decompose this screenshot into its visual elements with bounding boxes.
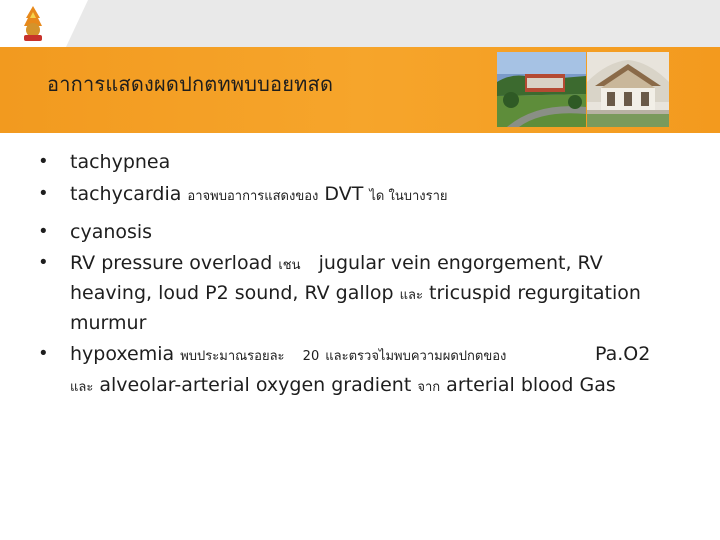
top-grey-strip	[66, 0, 720, 47]
bullet-thai-text: และ	[70, 380, 94, 395]
bullet-term: DVT	[324, 183, 364, 205]
bullet-text-cont: jugular vein engorgement, RV	[318, 252, 603, 274]
bullet-rv-pressure-line2	[70, 282, 641, 305]
bullet-text-cont: tricuspid regurgitation	[429, 282, 641, 304]
bullet-text-cont: murmur	[70, 312, 147, 334]
slide-title: อาการแสดงผดปกตทพบบอยทสด	[47, 72, 334, 96]
bullet-text-cont: heaving, loud P2 sound, RV gallop	[70, 282, 394, 304]
bullet-thai-text: อาจพบอาการแสดงของ	[187, 189, 319, 204]
bullet-dot: •	[40, 183, 47, 204]
bullet-rv-pressure-line3	[70, 312, 146, 334]
bullet-dot: •	[40, 343, 47, 364]
bullet-text: cyanosis	[70, 221, 153, 243]
bullet-text: tachycardia	[70, 183, 182, 205]
bullet-dot: •	[40, 221, 47, 242]
bullet-hypoxemia	[70, 343, 506, 366]
bullet-dot: •	[40, 252, 47, 273]
logo-area	[0, 0, 66, 47]
bullet-text-cont: alveolar-arterial oxygen gradient	[99, 374, 412, 396]
bullet-thai-text: จาก	[417, 380, 441, 395]
campus-photo-2	[587, 52, 669, 127]
bullet-thai-text: และ	[399, 288, 423, 303]
bullet-cyanosis	[70, 221, 152, 243]
bullet-hypoxemia-line2	[70, 374, 616, 397]
bullet-text: RV pressure overload	[70, 252, 273, 274]
bullet-term: Pa.O2	[595, 343, 651, 365]
bullet-thai-text: และตรวจไมพบความผดปกตของ	[325, 349, 507, 364]
campus-photo-1	[497, 52, 586, 127]
bullet-rv-pressure	[70, 252, 603, 275]
bullet-thai-text: พบประมาณรอยละ	[180, 349, 285, 364]
bullet-thai-text: ได ในบางราย	[369, 189, 448, 204]
top-grey-corner	[66, 0, 88, 47]
bullet-hypoxemia-term	[595, 343, 650, 365]
university-logo-icon	[18, 4, 48, 44]
bullet-number: 20	[302, 349, 320, 364]
bullet-dot: •	[40, 151, 47, 172]
bullet-text-cont: arterial blood Gas	[446, 374, 616, 396]
bullet-tachycardia	[70, 183, 448, 206]
bullet-text: tachypnea	[70, 151, 171, 173]
bullet-thai-text: เชน	[278, 258, 301, 273]
bullet-text: hypoxemia	[70, 343, 175, 365]
bullet-tachypnea	[70, 151, 170, 173]
